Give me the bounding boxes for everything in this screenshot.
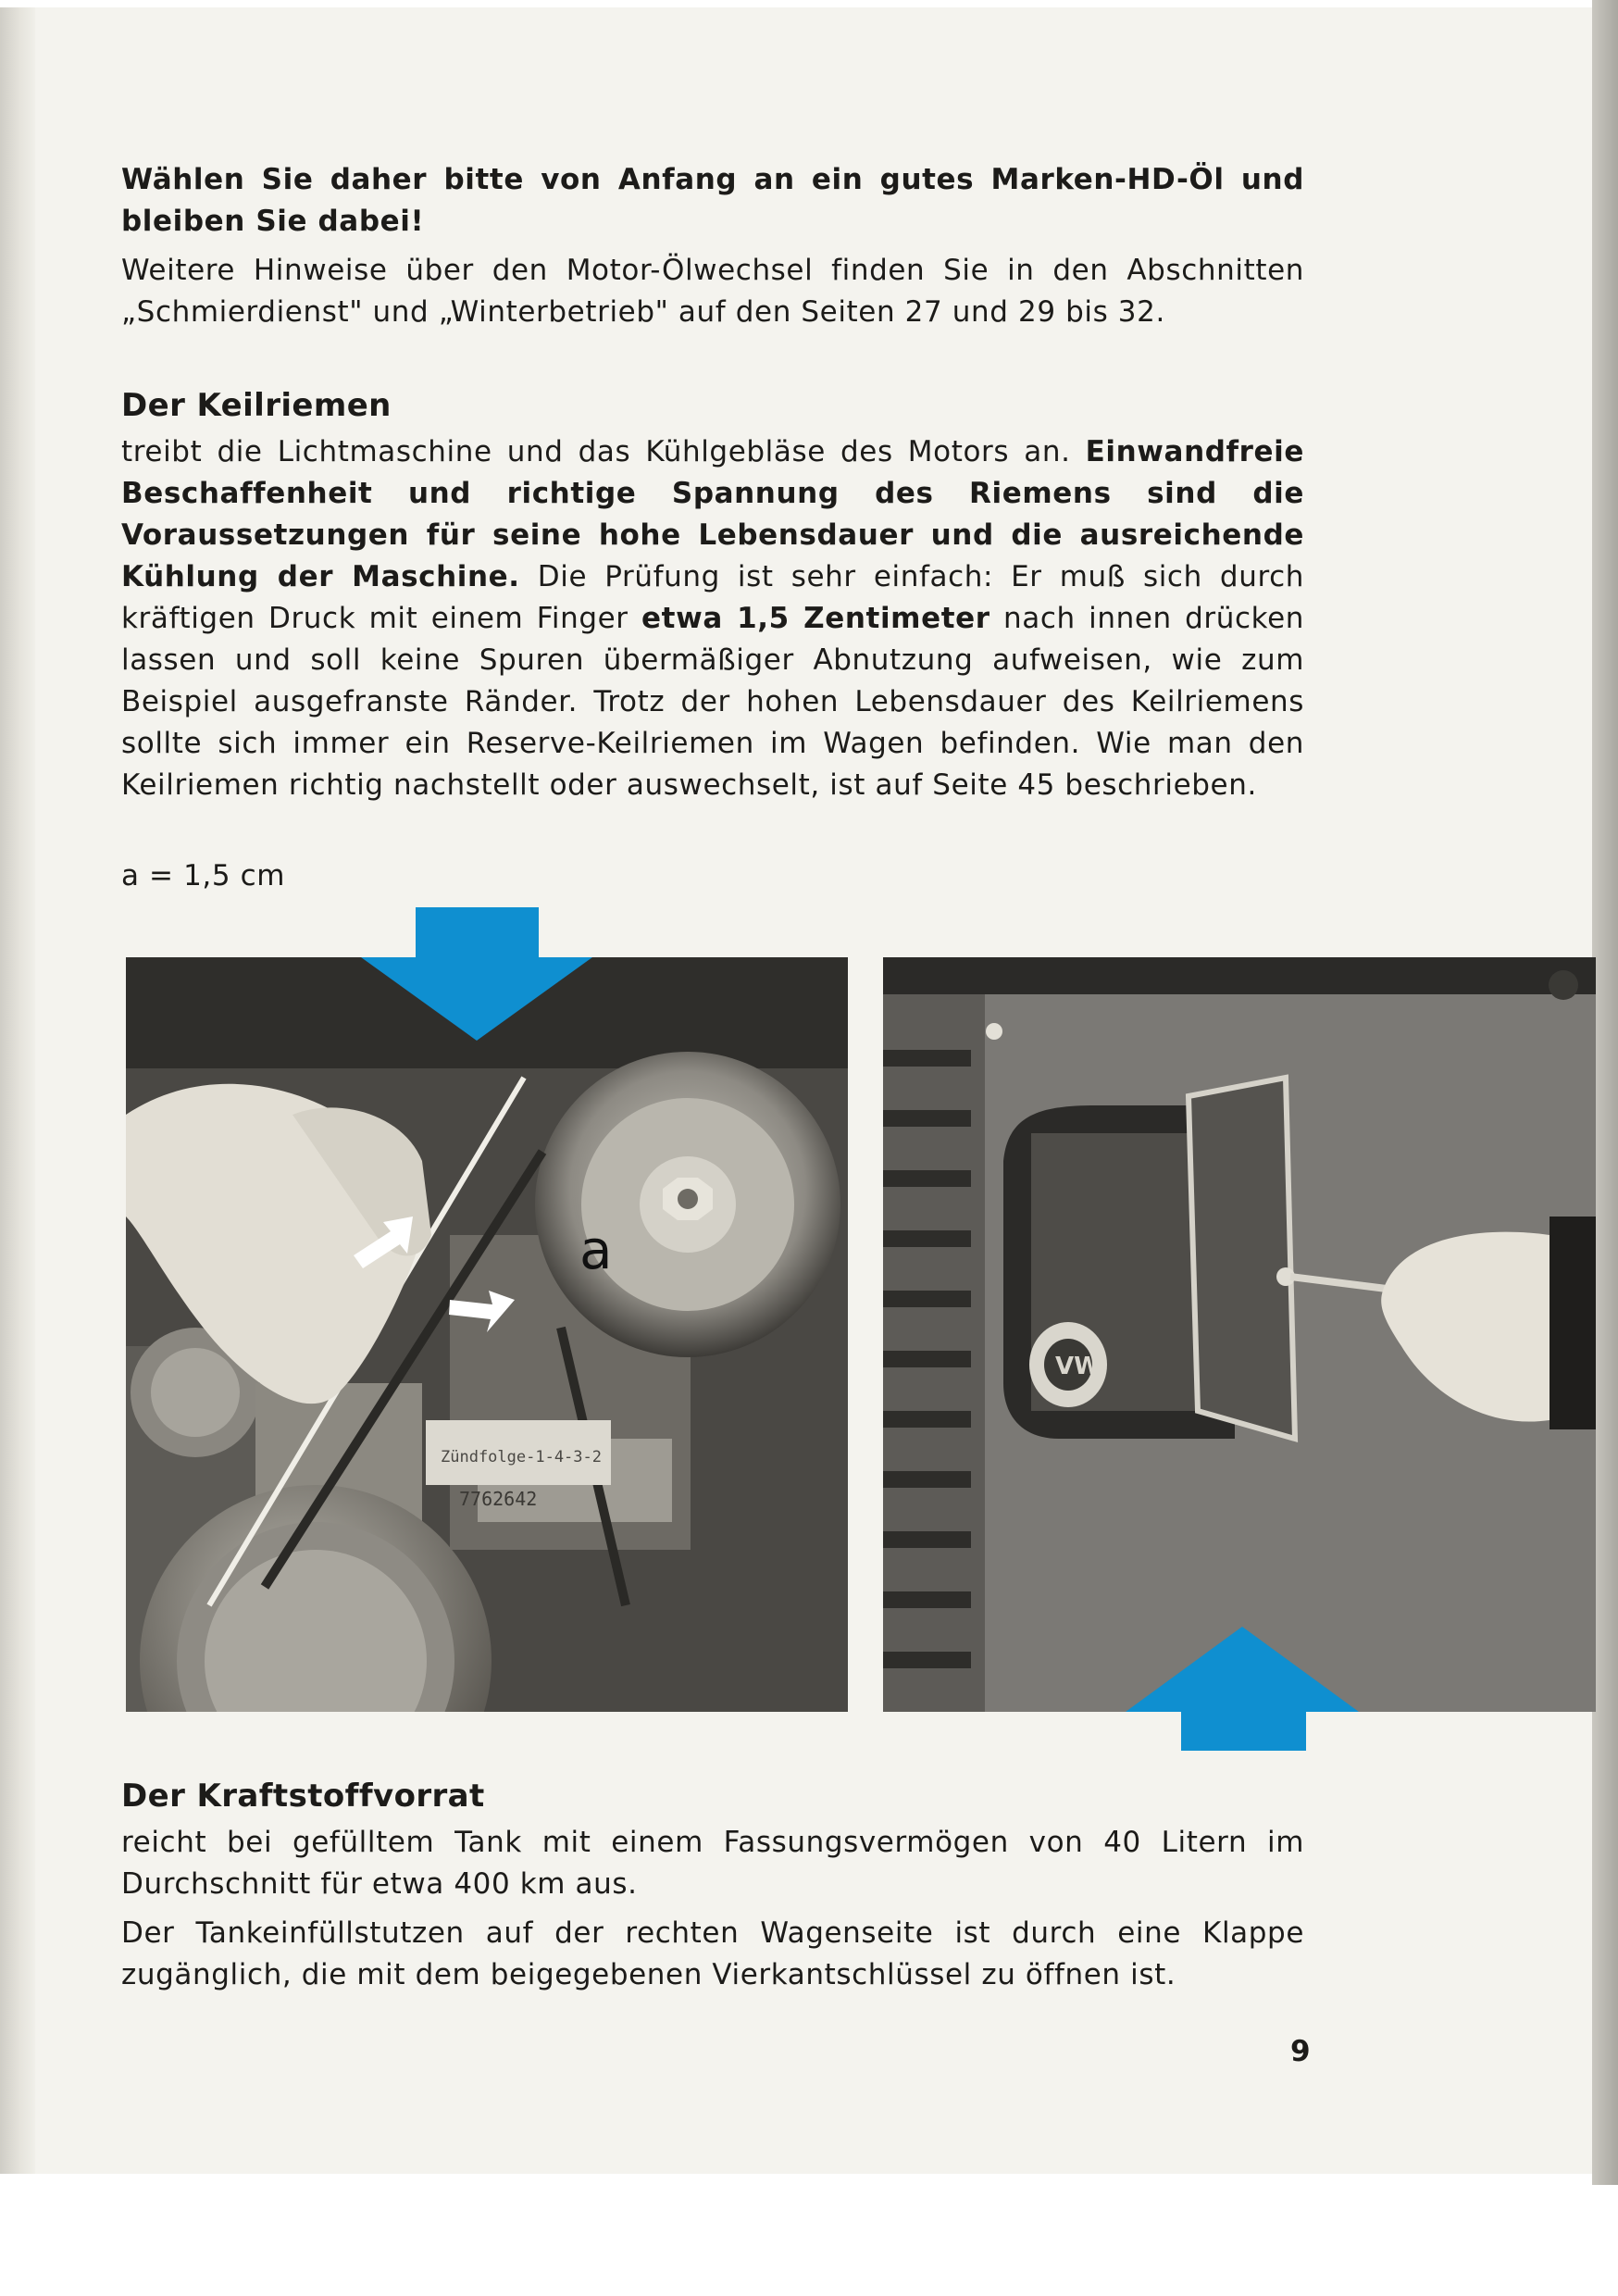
blue-arrow-down: [361, 957, 592, 1041]
photo-fuel-filler: [883, 957, 1596, 1712]
formula-a: a = 1,5 cm: [121, 859, 286, 892]
keilriemen-bold-2: etwa 1,5 Zentimeter: [641, 602, 990, 635]
firing-order-stamp: Zündfolge-1-4-3-2: [441, 1448, 602, 1466]
blue-arrow-up: [1126, 1627, 1359, 1712]
belt-marker-label: a: [579, 1218, 613, 1281]
photo-engine-belt: [126, 957, 848, 1712]
keilriemen-bold-1: Einwandfreie Beschaffenheit und richtige Spannung des Riemens sind die Voraussetzungen für seine hohe Lebensdauer und die ausreichende Kühlung der Maschine.: [121, 435, 1304, 593]
blue-marker-stem-bottom: [1181, 1712, 1306, 1751]
page-number: 9: [1290, 2035, 1311, 2068]
vw-logo-icon: VW: [1055, 1353, 1101, 1380]
engine-number-stamp: 7762642: [459, 1488, 538, 1510]
kraftstoff-paragraph-2: Der Tankeinfüllstutzen auf der rechten Wagenseite ist durch eine Klappe zugänglich, die mit dem beigegebenen Vierkantschlüssel zu öffnen ist.: [121, 1916, 1304, 1991]
keilriemen-text-end: nach innen drücken lassen und soll keine Spuren übermäßiger Abnutzung aufweisen, wie zum Beispiel ausgefranste Ränder. Trotz der hohen Lebensdauer des Keilriemens sollte sich immer ein Reserve-Keilriemen im Wagen befinden. Wie man den Keilriemen richtig nachstellt oder auswechselt, ist auf Seite 45 beschrieben.: [121, 602, 1304, 802]
engine-belt-illustration: [126, 957, 848, 1712]
kraftstoff-paragraph-1: reicht bei gefülltem Tank mit einem Fassungsvermögen von 40 Litern im Durchschnitt für etwa 400 km aus.: [121, 1826, 1304, 1901]
intro-bold-line: Wählen Sie daher bitte von Anfang an ein gutes Marken-HD-Öl und bleiben Sie dabei!: [121, 163, 1304, 238]
heading-kraftstoffvorrat: Der Kraftstoffvorrat: [121, 1778, 485, 1815]
book-binding: [0, 7, 35, 2174]
page-edge: [1592, 0, 1618, 2185]
intro-paragraph: Weitere Hinweise über den Motor-Ölwechsel finden Sie in den Abschnitten „Schmierdienst" und „Winterbetrieb" auf den Seiten 27 und 29 bis 32.: [121, 254, 1304, 329]
keilriemen-text-start: treibt die Lichtmaschine und das Kühlgebläse des Motors an.: [121, 435, 1071, 468]
keilriemen-paragraph: [121, 431, 1304, 806]
keilriemen-text-mid: Die Prüfung ist sehr einfach: Er muß sich durch kräftigen Druck mit einem Finger: [121, 560, 1304, 635]
fuel-filler-illustration: [883, 957, 1596, 1712]
heading-keilriemen: Der Keilriemen: [121, 387, 392, 424]
